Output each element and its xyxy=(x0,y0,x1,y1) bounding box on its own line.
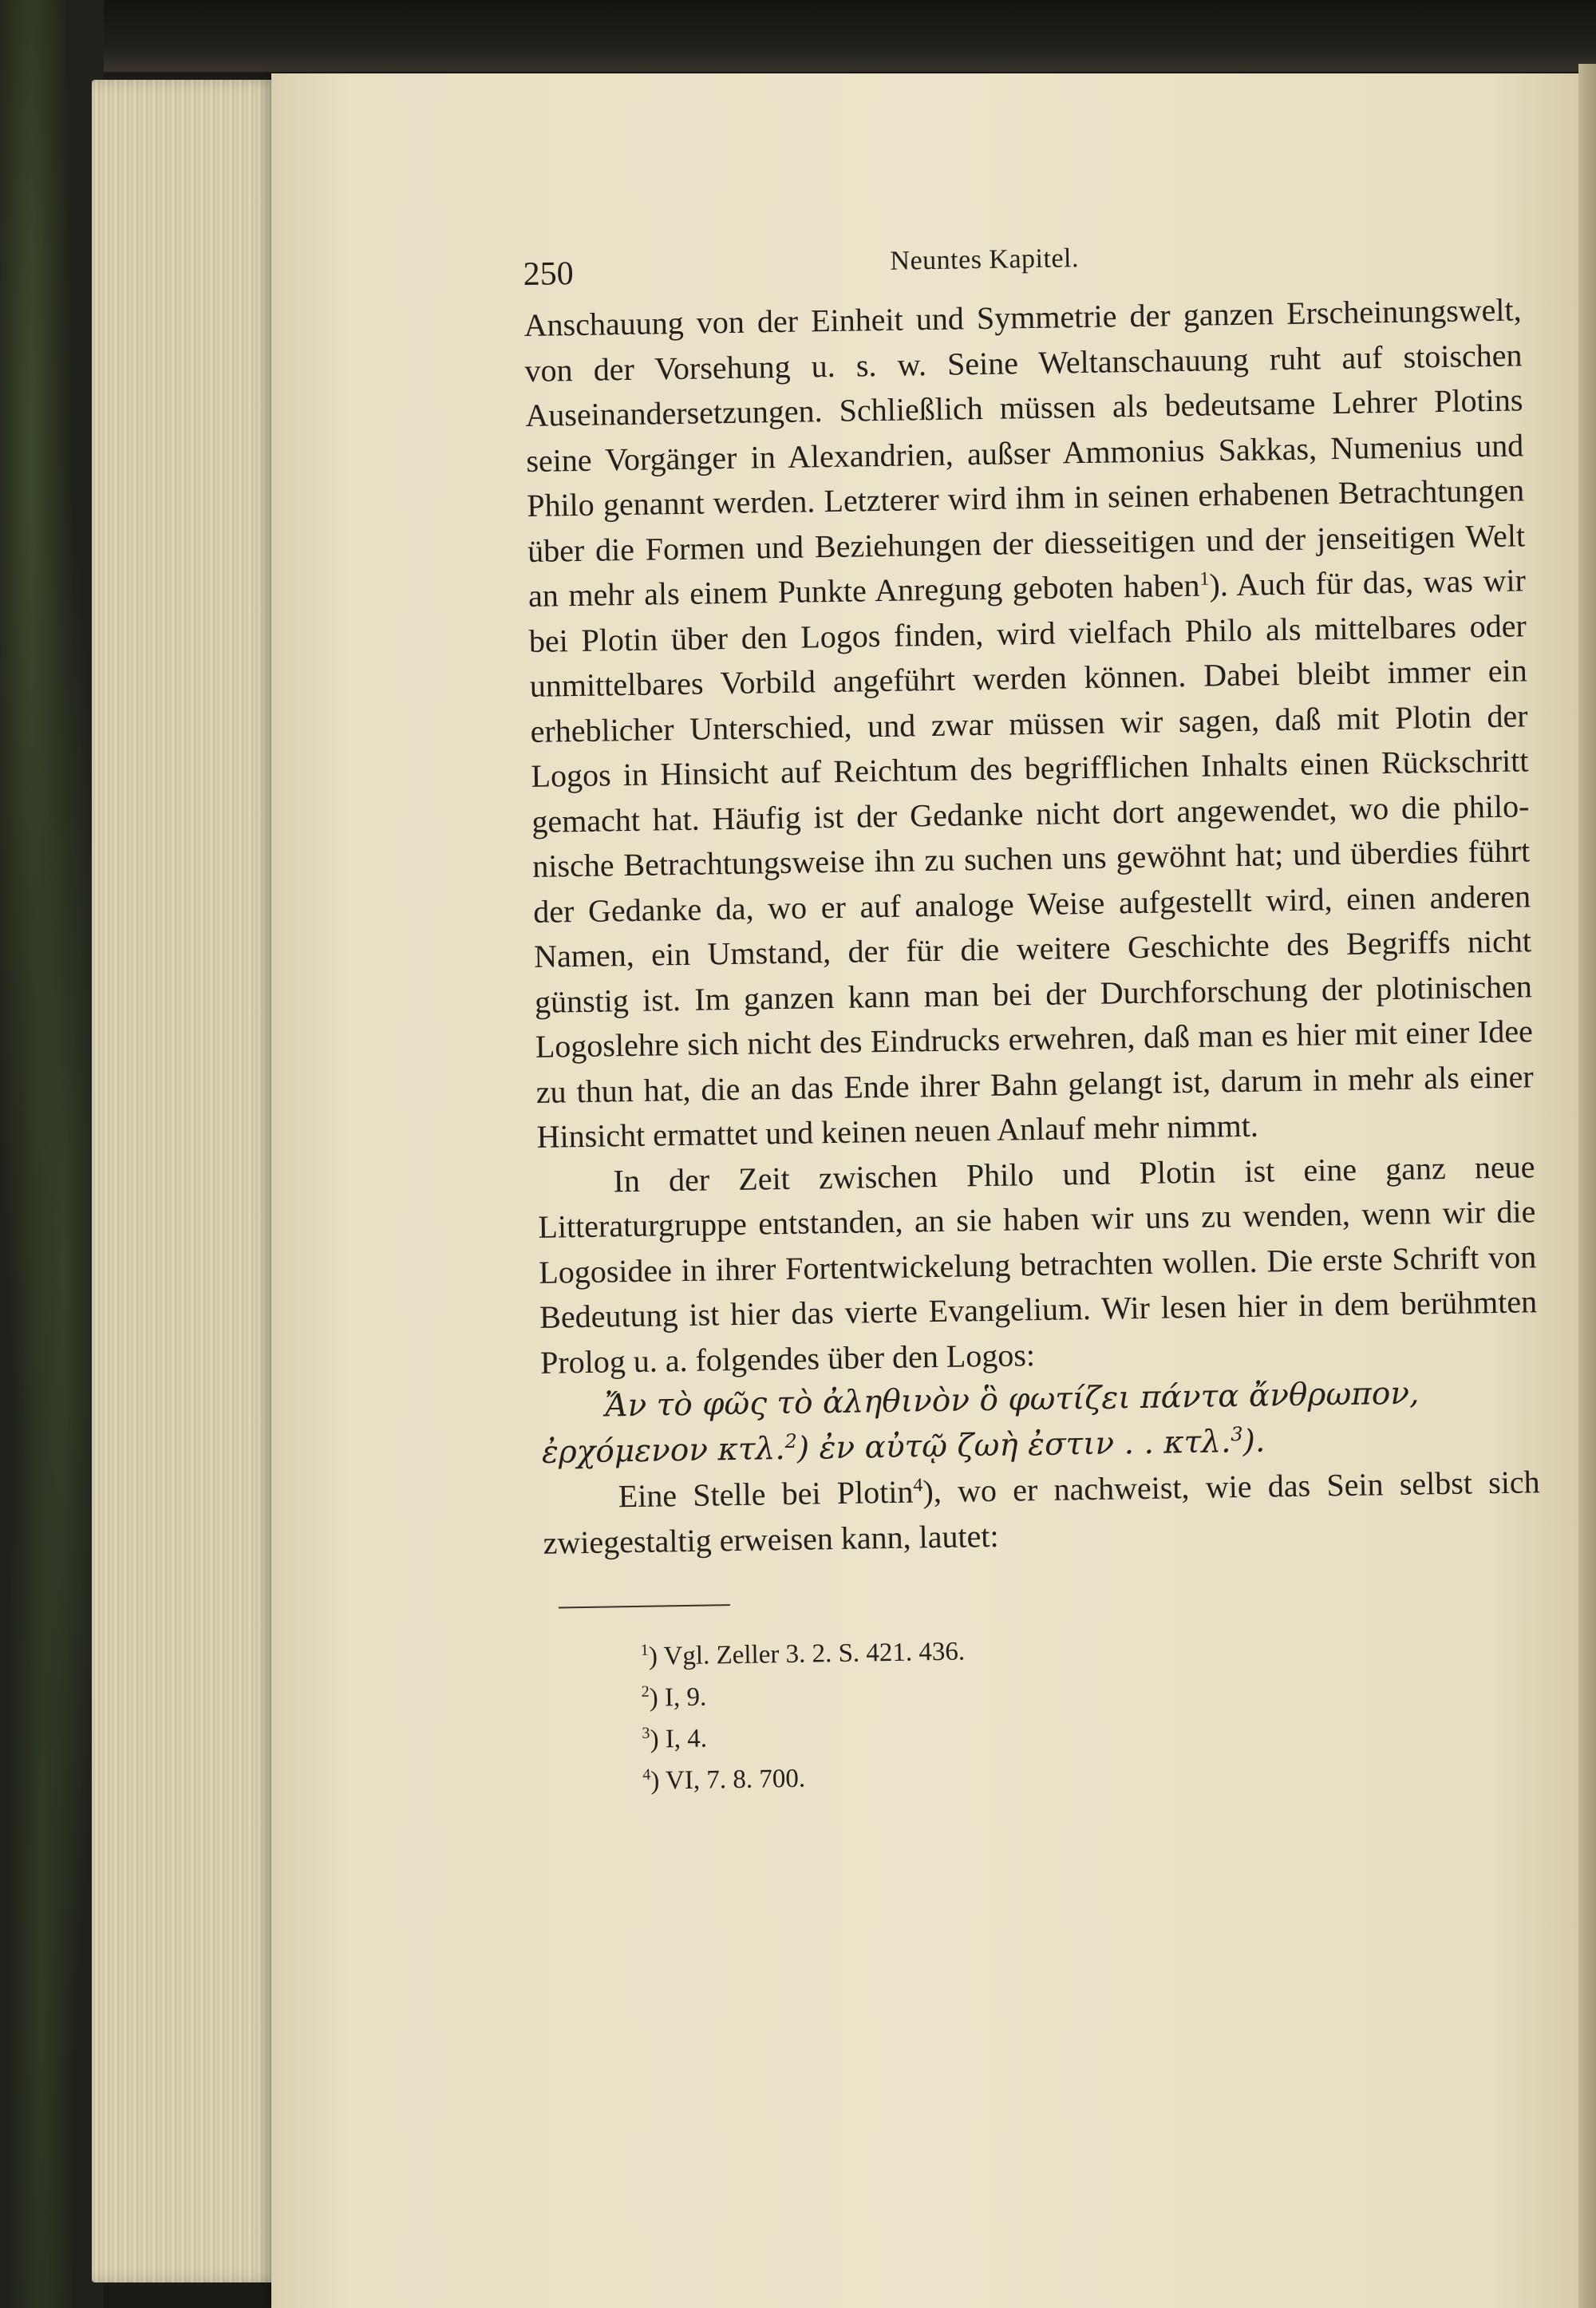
footnote-ref: 2 xyxy=(784,1429,798,1452)
footnote-mark: 1 xyxy=(640,1641,649,1659)
page-edges xyxy=(92,80,283,2282)
paragraph xyxy=(542,1460,1541,1566)
page-number: 250 xyxy=(523,255,575,293)
paragraph xyxy=(537,1144,1538,1385)
footnotes xyxy=(545,1622,1545,1804)
greek-text: ) ἐν αὐτῷ ζωὴ ἐστιν . . κτλ. xyxy=(796,1423,1231,1467)
footnote-mark: 4 xyxy=(642,1765,651,1784)
facing-page-edge xyxy=(1578,64,1596,2308)
footnote-text: ) Vgl. Zeller 3. 2. S. 421. 436. xyxy=(648,1637,966,1671)
footnote-text: ) I, 9. xyxy=(649,1682,707,1713)
footnote-ref: 1 xyxy=(1199,568,1210,590)
greek-line: Ἄν τὸ φῶς τὸ ἀληθινὸν ὃ φωτίζει πάντα ἄνθρωπον, xyxy=(604,1375,1420,1425)
footnote-ref: 4 xyxy=(913,1475,923,1496)
paragraph-text: Anschauung von der Einheit und Symmetrie der ganzen Erscheinungswelt, von der Vorsehung u. s. w. Seine Weltanschauung ruht auf stoischen Auseinandersetzungen. Schließlich müssen als bedeutsame Lehrer Plotins seine Vorgänger in Alexandrien, außser Ammonius Sakkas, Numenius und Philo genannt werden. Letzterer wird ihm in seinen erhabenen Betrachtungen über die Formen und Beziehungen der diesseitigen und der jenseitigen Welt an mehr als einem Punkte Anregung geboten haben xyxy=(523,291,1526,614)
paragraph-text: ). Auch für das, was wir bei Plotin über den Logos finden, wird vielfach Philo als mittelbares oder unmittelbares Vorbild angeführt werden können. Dabei bleibt immer ein erheblicher Unterschied, und zwar müssen wir sagen, daß mit Plotin der Logos in Hinsicht auf Reichtum des begrifflichen Inhalts einen Rückschritt gemacht hat. Häufig ist der Gedanke nicht dort angewendet, wo die philonische Betrachtungsweise ihn zu suchen uns gewöhnt hat; und überdies führt der Gedanke da, wo er auf analoge Weise aufgestellt wird, einen anderen Namen, ein Umstand, der für die weitere Geschichte des Begriffs nicht günstig ist. Im ganzen kann man bei der Durchforschung der plotinischen Logoslehre sich nicht des Eindrucks erwehren, daß man es hier mit einer Idee zu thun hat, die an das Ende ihrer Bahn gelangt ist, darum in mehr als einer Hinsicht ermattet und keinen neuen Anlauf mehr nimmt. xyxy=(528,562,1534,1155)
footnote-mark: 2 xyxy=(641,1682,650,1701)
footnote-ref: 3 xyxy=(1231,1422,1243,1445)
book-cover-top xyxy=(0,0,1596,72)
greek-quotation xyxy=(541,1369,1540,1476)
footnote-text: ) VI, 7. 8. 700. xyxy=(650,1764,806,1796)
greek-text: ). xyxy=(1242,1423,1266,1460)
footnote-text: ) I, 4. xyxy=(650,1724,708,1754)
footnote-mark: 3 xyxy=(642,1724,650,1742)
footnote-rule xyxy=(559,1604,730,1608)
book-cover xyxy=(0,0,104,2308)
page-text xyxy=(523,223,1545,1803)
paragraph-text: ), wo er nachweist, wie das Sein selbst sich zwiegestaltig erweisen kann, lautet: xyxy=(543,1464,1540,1561)
greek-text: ἐρχόμενον κτλ. xyxy=(541,1430,786,1471)
paragraph xyxy=(523,287,1535,1160)
running-head: Neuntes Kapitel. xyxy=(890,243,1080,276)
paragraph-text: Eine Stelle bei Plotin xyxy=(618,1473,914,1515)
paragraph-text: In der Zeit zwischen Philo und Plotin ist eine ganz neue Litteraturgruppe entstanden, an sie haben wir uns zu wenden, wenn wir die Logosidee in ihrer Fortentwickelung betrachten wollen. Die erste Schrift von Bedeutung ist hier das vierte Evangelium. Wir lesen hier in dem berühmten Prolog u. a. folgendes über den Logos: xyxy=(538,1148,1538,1381)
